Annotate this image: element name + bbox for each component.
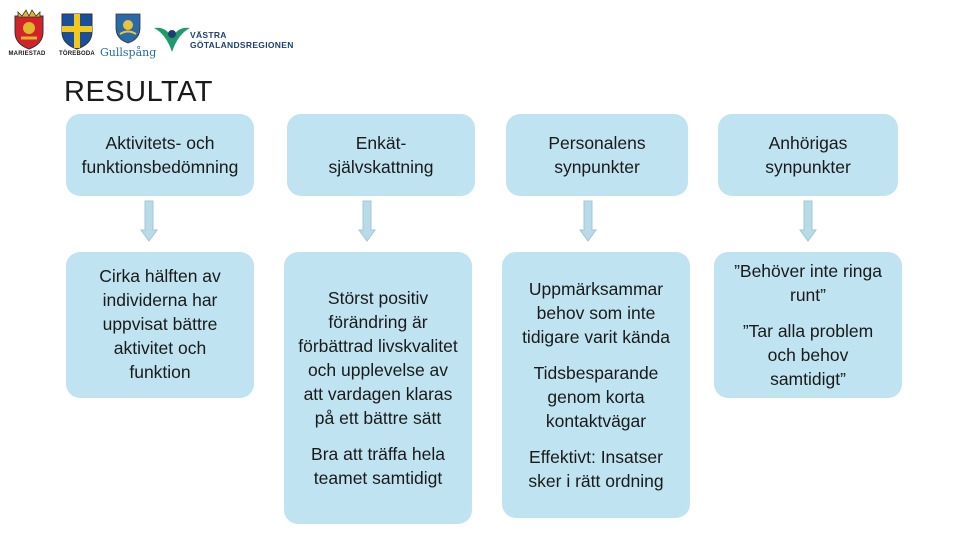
result-staff-text-3: Effektivt: Insatser sker i rätt ordning <box>528 447 664 491</box>
mariestad-caption: MARIESTAD <box>8 51 46 57</box>
gullspang-shield-logo <box>114 12 142 44</box>
header-box-survey <box>287 114 475 196</box>
header-box-staff <box>506 114 688 196</box>
header-box-activity <box>66 114 254 196</box>
vgr-logo <box>152 24 192 56</box>
vgr-text-line2: GÖTALANDSREGIONEN <box>190 40 294 50</box>
result-survey-text-1: Störst positiv förändring är förbättrad livskvalitet och upplevelse av att vardagen klaras på ett bättre sätt <box>298 288 458 428</box>
header-staff-text: Personalens synpunkter <box>548 133 646 177</box>
result-relatives-text-2: ”Tar alla problem och behov samtidigt” <box>742 321 874 389</box>
down-arrow-icon <box>358 200 376 242</box>
header-box-relatives <box>718 114 898 196</box>
page-title: RESULTAT <box>64 76 214 108</box>
header-survey-text: Enkät- självskattning <box>328 133 434 177</box>
down-arrow-icon <box>799 200 817 242</box>
result-survey-text-2: Bra att träffa hela teamet samtidigt <box>311 444 445 488</box>
header-activity-text: Aktivitets- och funktionsbedömning <box>81 133 239 177</box>
toreboda-caption: TÖREBODA <box>59 51 95 57</box>
toreboda-shield-logo <box>60 12 94 50</box>
result-staff-text-1: Uppmärksammar behov som inte tidigare varit kända <box>522 279 670 347</box>
result-activity-text: Cirka hälften av individerna har uppvisat bättre aktivitet och funktion <box>99 266 221 382</box>
down-arrow-icon <box>140 200 158 242</box>
result-box-activity <box>66 252 254 398</box>
result-relatives-text-1: ”Behöver inte ringa runt” <box>734 261 882 305</box>
result-box-relatives <box>714 252 902 398</box>
result-box-survey <box>284 252 472 524</box>
mariestad-crest-logo <box>12 8 46 50</box>
gullspang-caption: Gullspång <box>100 46 157 59</box>
result-box-staff <box>502 252 690 518</box>
result-staff-text-2: Tidsbesparande genom korta kontaktvägar <box>533 363 659 431</box>
header-relatives-text: Anhörigas synpunkter <box>765 133 851 177</box>
down-arrow-icon <box>579 200 597 242</box>
vgr-text-line1: VÄSTRA <box>190 30 227 40</box>
